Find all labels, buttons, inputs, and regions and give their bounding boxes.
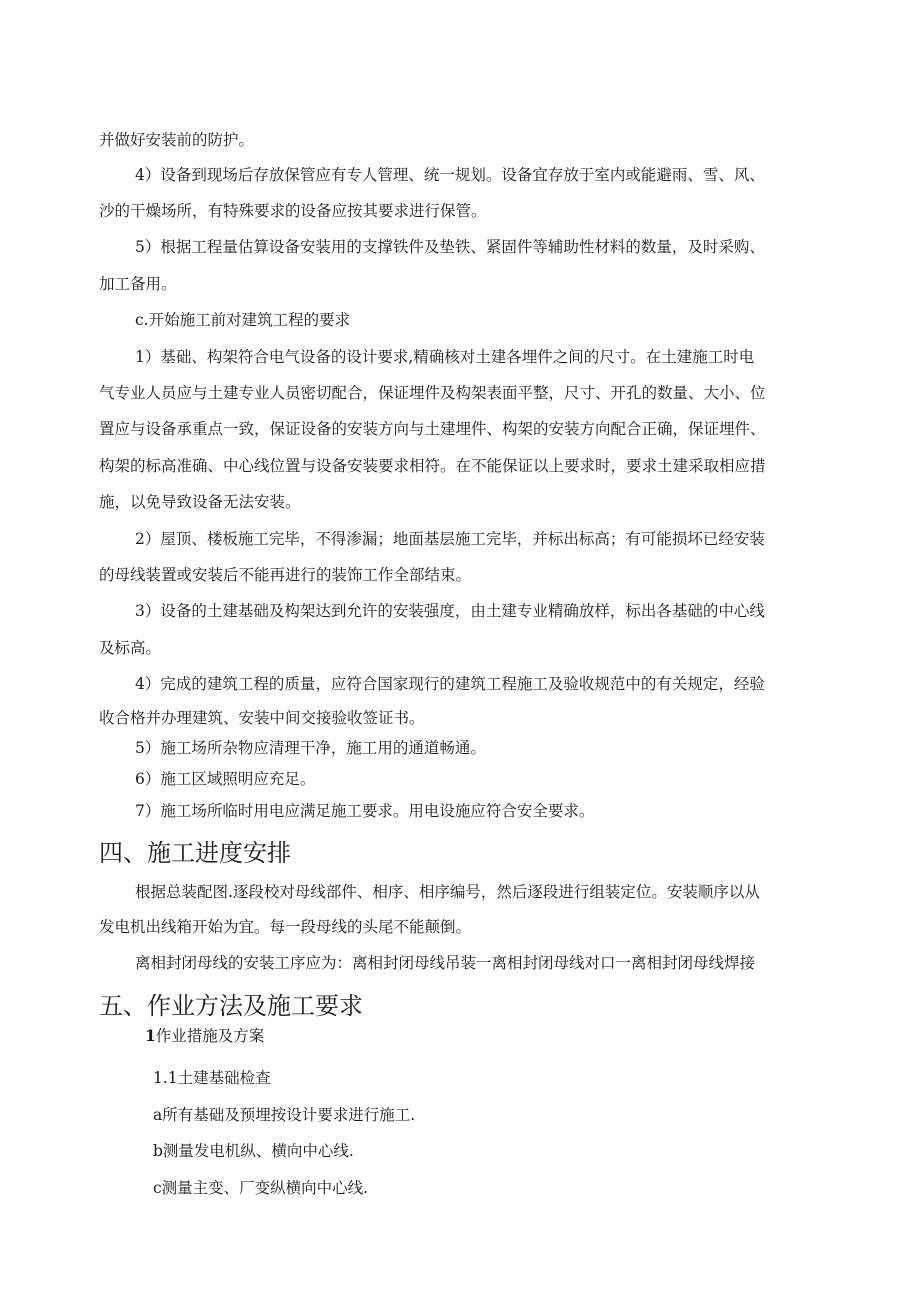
- paragraph-line: 收合格并办理建筑、安装中间交接验收签证书。: [99, 709, 425, 727]
- paragraph-line: 气专业人员应与土建专业人员密切配合，保证埋件及构架表面平整，尺寸、开孔的数量、大小、位: [99, 384, 766, 402]
- list-item: c测量主变、厂变纵横向中心线.: [153, 1179, 369, 1197]
- paragraph-line: 1）基础、构架符合电气设备的设计要求,精确核对土建各埋件之间的尺寸。在土建施工时电: [135, 348, 755, 366]
- section-heading-4: 四、施工进度安排: [99, 839, 291, 867]
- paragraph-line: 的母线装置或安装后不能再进行的装饰工作全部结束。: [99, 566, 472, 584]
- list-item: a所有基础及预埋按设计要求进行施工.: [153, 1106, 416, 1124]
- subsection-heading: 1.1土建基础检查: [153, 1069, 271, 1087]
- subsection-text: 作业措施及方案: [155, 1027, 265, 1045]
- list-item: b测量发电机纵、横向中心线.: [153, 1142, 354, 1160]
- paragraph-line: 发电机出线箱开始为宜。每一段母线的头尾不能颠倒。: [99, 918, 472, 936]
- paragraph-line: 2）屋顶、楼板施工完毕，不得渗漏；地面基层施工完毕，并标出标高；有可能损坏已经安装: [135, 530, 765, 548]
- subsection-number: 1: [145, 1026, 156, 1045]
- subsection-heading: c.开始施工前对建筑工程的要求: [135, 311, 351, 329]
- paragraph-line: 离相封闭母线的安装工序应为：离相封闭母线吊装一离相封闭母线对口一离相封闭母线焊接: [135, 954, 756, 972]
- paragraph-line: 7）施工场所临时用电应满足施工要求。用电设施应符合安全要求。: [135, 802, 595, 820]
- paragraph-line: 置应与设备承重点一致，保证设备的安装方向与土建埋件、构架的安装方向配合正确，保证埋件、: [99, 420, 766, 438]
- paragraph-line: 4）设备到现场后存放保管应有专人管理、统一规划。设备宜存放于室内或能避雨、雪、风、: [135, 166, 765, 184]
- paragraph-line: 沙的干燥场所，有特殊要求的设备应按其要求进行保管。: [99, 202, 487, 220]
- paragraph-line: 加工备用。: [99, 275, 177, 293]
- paragraph-line: 及标高。: [99, 639, 162, 657]
- subsection-title: [145, 1021, 264, 1051]
- paragraph-line: 6）施工区域照明应充足。: [135, 770, 316, 788]
- paragraph-line: 5）根据工程量估算设备安装用的支撑铁件及垫铁、紧固件等辅助性材料的数量，及时采购、: [135, 238, 765, 256]
- paragraph-line: 4）完成的建筑工程的质量，应符合国家现行的建筑工程施工及验收规范中的有关规定，经验: [135, 675, 765, 693]
- paragraph-line: 并做好安装前的防护。: [99, 131, 255, 149]
- paragraph-line: 构架的标高准确、中心线位置与设备安装要求相符。在不能保证以上要求时，要求土建采取相应措: [99, 457, 766, 475]
- paragraph-line: 根据总装配图.逐段校对母线部件、相序、相序编号，然后逐段进行组装定位。安装顺序以从: [135, 883, 760, 901]
- paragraph-line: 施，以免导致设备无法安装。: [99, 493, 301, 511]
- paragraph-line: 5）施工场所杂物应清理干净，施工用的通道畅通。: [135, 739, 486, 757]
- section-heading-5: 五、作业方法及施工要求: [99, 992, 363, 1020]
- paragraph-line: 3）设备的土建基础及构架达到允许的安装强度，由土建专业精确放样，标出各基础的中心线: [135, 602, 765, 620]
